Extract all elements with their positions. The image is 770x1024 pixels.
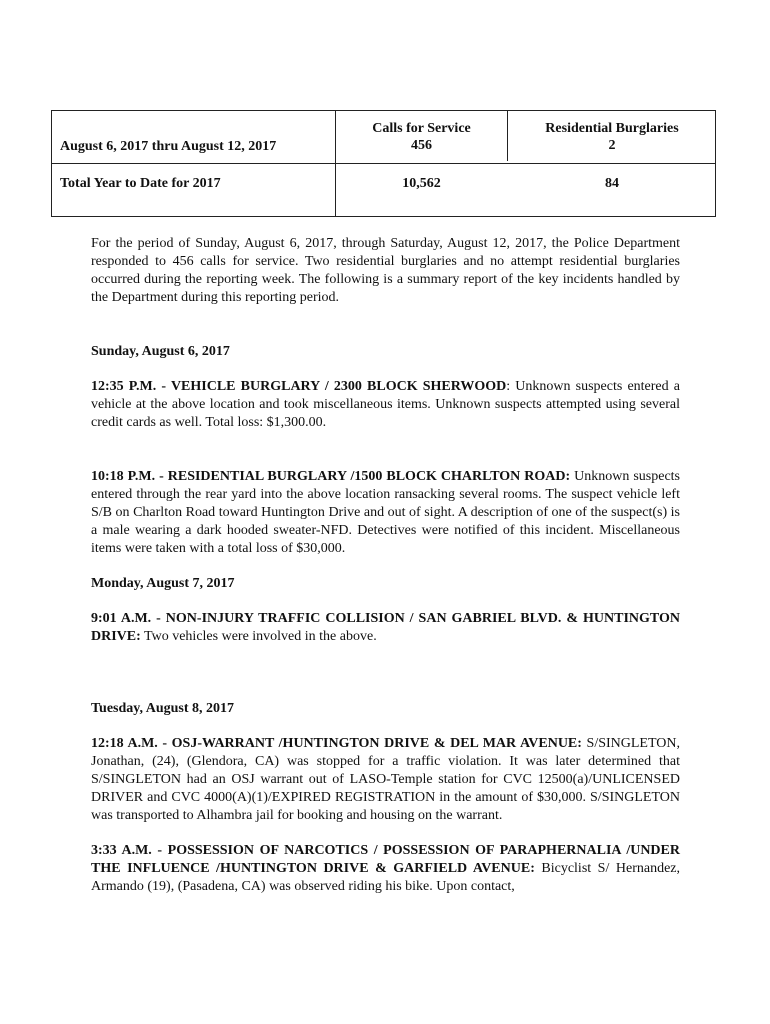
- incident-paragraph: [91, 842, 680, 896]
- incident-title: 12:35 P.M. - VEHICLE BURGLARY / 2300 BLOCK SHERWOOD: [91, 379, 507, 394]
- incident-text: S/SINGLETON, Jonathan, (24), (Glendora, CA) was stopped for a traffic violation. It was later determined that S/SINGLETON had an OSJ warrant out of LASO-Temple station for CVC 12500(a)/UNLICENSED DRIVER and CVC 4000(A)(1)/EXPIRED REGISTRATION in the amount of $30,000. S/SINGLETON was transported to Alhambra jail for booking and housing on the warrant.: [91, 736, 680, 823]
- incident-title: 9:01 A.M. - NON-INJURY TRAFFIC COLLISION / SAN GABRIEL BLVD. & HUNTINGTON DRIVE:: [91, 611, 680, 644]
- incident-paragraph: [91, 735, 680, 825]
- incident-title: 3:33 A.M. - POSSESSION OF NARCOTICS / POSSESSION OF PARAPHERNALIA /UNDER THE INFLUENCE /HUNTINGTON DRIVE & GARFIELD AVENUE:: [91, 843, 680, 876]
- incident-text: Two vehicles were involved in the above.: [140, 629, 377, 644]
- calls-week-value: 456: [411, 138, 432, 153]
- incident-text: : Unknown suspects entered a vehicle at the above location and took miscellaneous items. Unknown suspects attempted using several credit cards as well. Total loss: $1,300.00.: [91, 379, 680, 430]
- calls-header: Calls for Service: [372, 121, 471, 136]
- incident-text: Unknown suspects entered through the rear yard into the above location ransacking several rooms. The suspect vehicle left S/B on Charlton Road toward Huntington Drive and out of sight. A description of one of the suspect(s) is a male wearing a dark hooded sweater-NFD. Detectives were notified of this incident. Miscellaneous items were taken with a total loss of $30,000.: [91, 469, 680, 556]
- incident-title: 10:18 P.M. - RESIDENTIAL BURGLARY /1500 BLOCK CHARLTON ROAD:: [91, 469, 571, 484]
- burglaries-week-value: 2: [608, 138, 616, 153]
- day-heading: Sunday, August 6, 2017: [91, 344, 230, 359]
- summary-table: [51, 110, 716, 217]
- incident-title: 12:18 A.M. - OSJ-WARRANT /HUNTINGTON DRIVE & DEL MAR AVENUE:: [91, 736, 582, 751]
- burglaries-header: Residential Burglaries: [545, 121, 679, 136]
- intro-paragraph: For the period of Sunday, August 6, 2017, through Saturday, August 12, 2017, the Police Department responded to 456 calls for service. Two residential burglaries and no attempt residential burglaries occurred during the reporting week. The following is a summary report of the key incidents handled by the Department during this reporting period.: [91, 236, 680, 305]
- day-heading: Monday, August 7, 2017: [91, 576, 235, 591]
- burglaries-ytd-value: 84: [605, 176, 619, 191]
- incident-paragraph: [91, 468, 680, 558]
- incident-text: Bicyclist S/ Hernandez, Armando (19), (Pasadena, CA) was observed riding his bike. Upon contact,: [91, 861, 680, 894]
- incident-paragraph: [91, 378, 680, 432]
- residential-burglaries-cell: [508, 120, 716, 154]
- day-heading: Tuesday, August 8, 2017: [91, 701, 235, 716]
- incident-paragraph: [91, 610, 680, 646]
- table-divider: [52, 163, 715, 164]
- report-body: [91, 235, 680, 913]
- period-label: August 6, 2017 thru August 12, 2017: [60, 139, 277, 154]
- calls-for-service-cell: [336, 120, 507, 154]
- ytd-label: Total Year to Date for 2017: [60, 176, 221, 191]
- calls-ytd-value: 10,562: [402, 176, 441, 191]
